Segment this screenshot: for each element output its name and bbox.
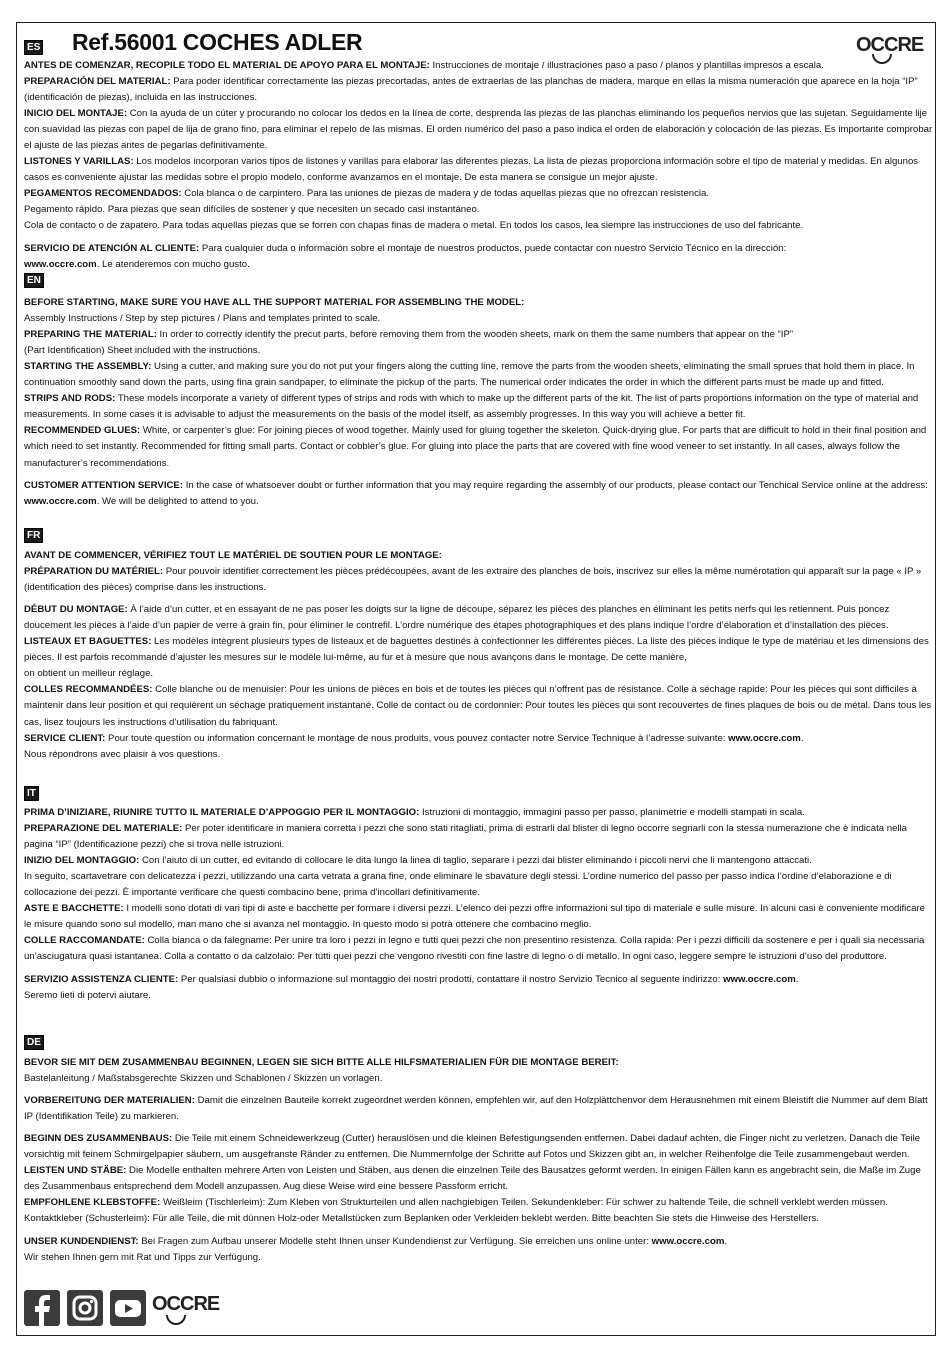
website-link[interactable]: www.occre.com	[723, 973, 796, 985]
fr-paragraph: PRÉPARATION DU MATÉRIEL: Pour pouvoir identifier correctement les pièces prédécoupées, avant de les extraire des planches de bois, inscrivez sur elles la même numérotation qui apparaît sur la page « IP » (identification des pièces) comprise dans les instructions.	[24, 566, 922, 594]
en-paragraph: PREPARING THE MATERIAL: In order to correctly identify the precut parts, before removing them from the wooden sheets, mark on them the same numbers that appear on the “IP” (Part Identification) Sheet included with the instructions.	[24, 329, 794, 357]
section-de	[24, 1035, 934, 1266]
lang-badge-en: EN	[24, 273, 44, 288]
section-it	[24, 786, 934, 1004]
de-paragraph: VORBEREITUNG DER MATERIALIEN: Damit die einzelnen Bauteile korrekt zugeordnet werden können, empfehlen wir, auf den Holzplättchenvor dem Herausnehmen mit einem Bleistift die Nummer auf dem Blatt IP (Identifikation Teile) zu markieren.	[24, 1095, 928, 1123]
en-paragraph: RECOMMENDED GLUES: White, or carpenter’s glue: For joining pieces of wood together. Mainly used for gluing together the skeleton. Quick-drying glue. For parts that are difficult to hold in their final position and which need to set instantly. Recommended for fitting small parts. Contact or cobbler’s glue. For gluing into place the parts that are covered with fine wood veneer to set instantly. In all cases, always follow the manufacturer’s recommendations.	[24, 425, 927, 469]
fr-paragraph: SERVICE CLIENT: Pour toute question ou information concernant le montage de nous produits, vous pouvez contacter notre Service Technique à l’adresse suivante: www.occre.com. Nous répondrons avec plaisir à vos questions.	[24, 732, 804, 760]
en-paragraph: BEFORE STARTING, MAKE SURE YOU HAVE ALL THE SUPPORT MATERIAL FOR ASSEMBLING THE MODEL:	[24, 297, 525, 309]
youtube-icon[interactable]	[110, 1290, 146, 1326]
section-es	[24, 58, 934, 273]
de-paragraph: BEGINN DES ZUSAMMENBAUS: Die Teile mit einem Schneidewerkzeug (Cutter) herauslösen und die kleinen Befestigungsenden entfernen. Dabei dadauf achten, die Finger nicht zu verletzen. Danach die Teile vorsichtig mit feinem Schmirgelpapier säubern, um ausgefranste Ränder zu entfernen. Die Nummernfolge der Schritte auf Fotos und Skizzen gibt an, in welcher Reihenfolge die Teile zusammengebaut werden.	[24, 1133, 921, 1161]
fr-paragraph: LISTEAUX ET BAGUETTES: Les modèles intègrent plusieurs types de listeaux et de baguettes destinés à confectionner les différentes pièces. La liste des pièces indique le type de matériau et les dimensions des pièces. Il est parfois recommandé d’ajuster les mesures sur le modèle lui-même, au fur et à mesure que nous avançons dans le montage. De cette manière, on obtient un meilleur réglage.	[24, 636, 929, 680]
section-en	[24, 273, 934, 510]
page-title: Ref.56001 COCHES ADLER	[72, 29, 363, 55]
fr-paragraph: AVANT DE COMMENCER, VÉRIFIEZ TOUT LE MATÉRIEL DE SOUTIEN POUR LE MONTAGE:	[24, 550, 442, 562]
lang-badge-es: ES	[24, 40, 43, 55]
header	[24, 28, 924, 58]
de-paragraph: BEVOR SIE MIT DEM ZUSAMMENBAU BEGINNEN, LEGEN SIE SICH BITTE ALLE HILFSMATERIALIEN FÜR DIE MONTAGE BEREIT:	[24, 1057, 619, 1069]
es-paragraph: PEGAMENTOS RECOMENDADOS: Cola blanca o de carpintero. Para las uniones de piezas de madera y de todas aquellas piezas que no ofrezcan resistencia.	[24, 188, 710, 200]
it-paragraph: SERVIZIO ASSISTENZA CLIENTE: Per qualsiasi dubbio o informazione sul montaggio dei nostri prodotti, contattare il nostro Servizio Tecnico al seguente indirizzo: www.occre.com. Seremo lieti di potervi aiutare.	[24, 973, 799, 1001]
instagram-icon[interactable]	[67, 1290, 103, 1326]
de-paragraph: LEISTEN UND STÄBE: Die Modelle enthalten mehrere Arten von Leisten und Stäben, aus denen die einzelnen Teile des Bausatzes geformt werden. In einigen Fällen kann es angebracht sein, die Maße im Zuge des Zusammenbaus entsprechend dem Modell anzupassen. Aug diese Weise wird eine bessere Passform erricht.	[24, 1165, 921, 1193]
lang-badge-de: DE	[24, 1035, 44, 1050]
occre-logo: OCCRE	[856, 34, 923, 57]
de-paragraph: UNSER KUNDENDIENST: Bei Fragen zum Aufbau unserer Modelle steht Ihnen unser Kundendienst zur Verfügung. Sie erreichen uns online unter: www.occre.com. Wir stehen Ihnen gern mit Rat und Tipps zur Verfügung.	[24, 1235, 728, 1263]
es-paragraph: INICIO DEL MONTAJE: Con la ayuda de un cúter y procurando no colocar los dedos en la línea de corte, desprenda las piezas de las planchas eliminando los pequeños nervios que las sujetan. Seguidamente lije con suavidad las piezas con papel de lija de grano fino, para eliminar el repelo de las mismas. El orden numérico del paso a paso indica el orden de elaboración y colocación de las piezas. Es importante comprobar el ajuste de las piezas antes de pegarlas definitivamente.	[24, 108, 933, 152]
it-paragraph: ASTE E BACCHETTE: I modelli sono dotati di vari tipi di aste e bacchette per formare i diversi pezzi. L’elenco dei pezzi offre informazioni sul tipo di materiale e sulle misure. In alcuni casi è conveniente modificare le misure quando sono sul modello, man mano che si avanza nel montaggio. In questo modo si potrà ottenere che combacino meglio.	[24, 903, 925, 931]
website-link[interactable]: www.occre.com	[24, 495, 97, 507]
website-link[interactable]: www.occre.com	[651, 1235, 725, 1247]
lang-badge-it: IT	[24, 786, 39, 801]
de-paragraph: EMPFOHLENE KLEBSTOFFE: Weißleim (Tischlerleim): Zum Kleben von Strukturteilen und allen nachgiebigen Teilen. Sekundenkleber: Für schwer zu haltende Teile, die schnell verklebt werden müssen. Kontaktkleber (Schusterleim): Für alle Teile, die mit dünnen Holz-oder Metallstücken zum Beplanken oder Verkleiden beklebt werden. Bitte beachten Sie stets die Hinweise des Herstellers.	[24, 1197, 888, 1225]
fr-paragraph: COLLES RECOMMANDÉES: Colle blanche ou de menuisier: Pour les unions de pièces en bois et de toutes les pièces qui n’offrent pas de résistance. Colle à séchage rapide: Pour les pièces qui sont difficiles à maintenir dans leur position et qui requièrent un séchage pratiquement instantané. Colle de contact ou de cordonnier: Pour toutes les pièces qui sont recouvertes de fines plaques de bois ou de métal. Dans tous les cas, lisez toujours les instructions d’utilisation du fabriquant.	[24, 684, 932, 728]
es-paragraph: SERVICIO DE ATENCIÓN AL CLIENTE: Para cualquier duda o información sobre el montaje de nuestros productos, puede contactar con nuestro Servicio Técnico en la dirección: www.occre.com. Le atenderemos con mucho gusto.	[24, 242, 787, 270]
es-paragraph: Pegamento rápido. Para piezas que sean difíciles de sostener y que necesiten un secado casi instantáneo.	[24, 204, 480, 216]
en-paragraph: Assembly Instructions / Step by step pictures / Plans and templates printed to scale.	[24, 313, 381, 325]
es-paragraph: PREPARACIÓN DEL MATERIAL: Para poder identificar correctamente las piezas precortadas, antes de extraerlas de las planchas de madera, marque en ellas la misma numeración que aparece en la hoja “IP” (identificación de piezas), incluida en las instrucciones.	[24, 76, 918, 104]
en-paragraph: CUSTOMER ATTENTION SERVICE: In the case of whatsoever doubt or further information that you may require regarding the assembly of our products, please contact our Tenchical Service online at the address: www.occre.com. We will be delighted to attend to you.	[24, 479, 928, 507]
footer-occre-logo: OCCRE	[152, 1293, 219, 1316]
en-paragraph: STARTING THE ASSEMBLY: Using a cutter, and making sure you do not put your fingers along the cutting line, remove the parts from the wooden sheets, eliminating the small sprues that hold them in place. In continuation smoothly sand down the parts, using fina grain sandpaper, to eliminate the pickup of the parts. The numerical order indicates the order in which the different parts must be made up and fitted.	[24, 361, 915, 389]
en-paragraph: STRIPS AND RODS: These models incorporate a variety of different types of strips and rods with which to make up the different parts of the kit. The list of parts proportions information on the type of material and measurements. In some cases it is advisable to adjust the measurements on the basis of the model itself, as assembly progresses. In this way you will achieve a better fit.	[24, 393, 919, 421]
website-link[interactable]: www.occre.com	[728, 732, 801, 744]
it-paragraph: PREPARAZIONE DEL MATERIALE: Per poter identificare in maniera corretta i pezzi che sono stati ritagliati, prima di estrarli dal blister di legno occorre segnarli con la stessa numerazione che è indicata nella pagina “IP” (Identificazione pezzi) che si trova nelle istruzioni.	[24, 823, 908, 851]
section-fr	[24, 528, 934, 763]
it-paragraph: COLLE RACCOMANDATE: Colla bianca o da falegname: Per unire tra loro i pezzi in legno e tutti quei pezzi che non presentino resistenza. Colla rapida: Per i pezzi difficili da sostenere e per i quali sia necessaria un’asciugatura quasi istantanea. Colla a contatto o da calzolaio: Per tutti quei pezzi che vengono rivestiti con fine lastre di legno o di metallo. In ogni caso, leggere sempre le istruzioni d’uso del produttore.	[24, 935, 925, 963]
website-link[interactable]: www.occre.com	[24, 258, 97, 270]
it-paragraph: PRIMA D’INIZIARE, RIUNIRE TUTTO IL MATERIALE D’APPOGGIO PER IL MONTAGGIO: Istruzioni di montaggio, immagini passo per passo, planimetrie e modelli stampati in scala.	[24, 807, 805, 819]
de-paragraph: Bastelanleitung / Maßstabsgerechte Skizzen und Schablonen / Skizzen un vorlagen.	[24, 1073, 383, 1085]
it-paragraph: INIZIO DEL MONTAGGIO: Con l’aiuto di un cutter, ed evitando di collocare le dita lungo la linea di taglio, separare i pezzi dai blister eliminando i piccoli nervi che li mantengono attaccati. In seguito, scartavetrare con delicatezza i pezzi, utilizzando una carta vetrata a grana fine, onde eliminare le sbavature degli stessi. L’ordine numerico del passo per passo indica l’ordine d’elaborazione e di collocazione dei pezzi. È importante verificare che questi combacino bene, prima d’incollari definitivamente.	[24, 855, 892, 899]
es-paragraph: Cola de contacto o de zapatero. Para todas aquellas piezas que se forren con chapas finas de madera o metal. En todos los casos, lea siempre las instrucciones de uso del fabricante.	[24, 220, 804, 232]
fr-paragraph: DÉBUT DU MONTAGE: À l’aide d’un cutter, et en essayant de ne pas poser les doigts sur la ligne de découpe, séparez les pièces des planches en éliminant les petits nerfs qui les retiennent. Puis poncez doucement les pièces à l’aide d’un papier de verre à grain fin, pour éliminer le contrefil. L’ordre numérique des étapes photographiques et des plans indique l’ordre d’élaboration et d’installation des pièces.	[24, 604, 890, 632]
lang-badge-fr: FR	[24, 528, 43, 543]
es-paragraph: ANTES DE COMENZAR, RECOPILE TODO EL MATERIAL DE APOYO PARA EL MONTAJE: Instrucciones de montaje / illustraciones paso a paso / planos y plantillas impresos a escala.	[24, 60, 824, 71]
es-paragraph: LISTONES Y VARILLAS: Los modelos incorporan varios tipos de listones y varillas para elaborar las diferentes piezas. La lista de piezas proporciona información sobre el tipo de material y medidas. En algunos casos es conveniente ajustar las medidas sobre el propio modelo, conforme avanzamos en el montaje. De esta manera se consigue un mejor ajuste.	[24, 156, 919, 184]
facebook-icon[interactable]	[24, 1290, 60, 1326]
